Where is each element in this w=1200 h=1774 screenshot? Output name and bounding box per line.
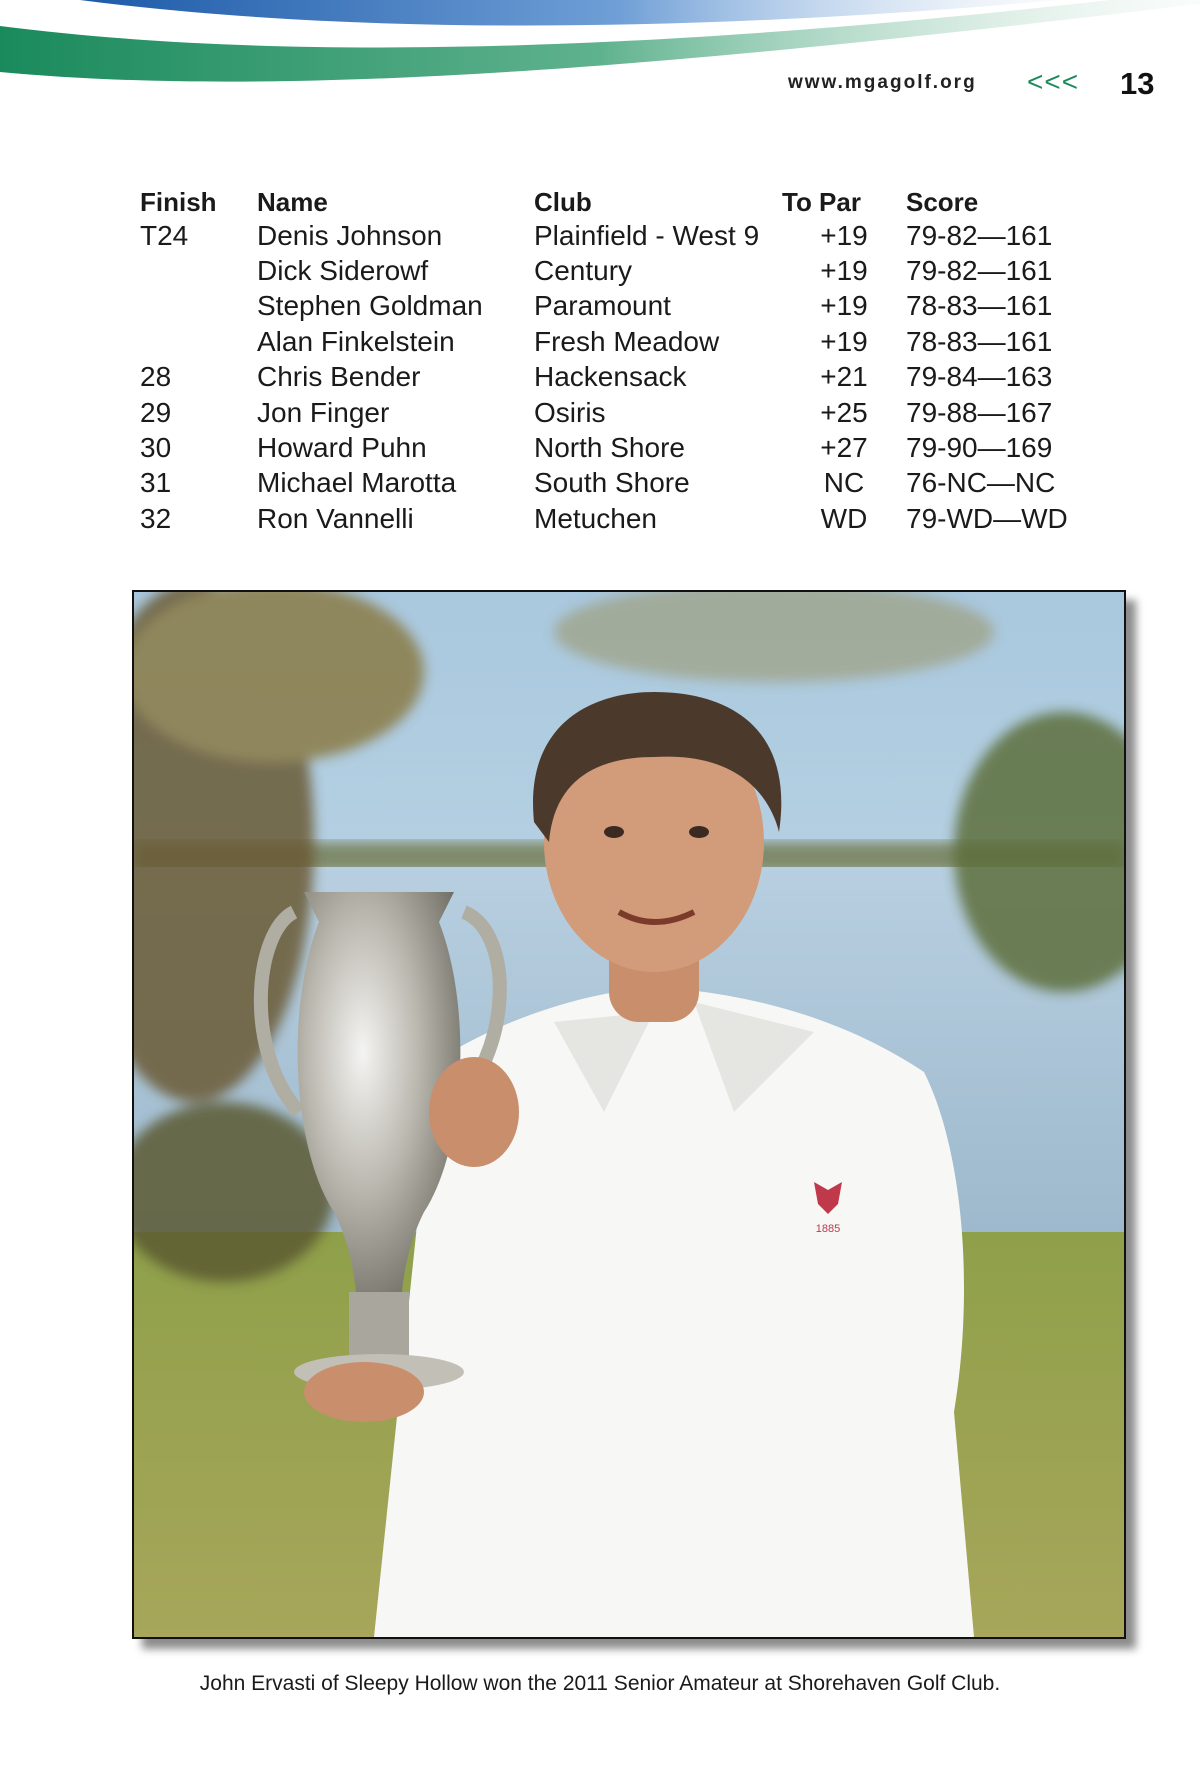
table-row <box>136 395 1106 430</box>
to-par-cell: NC <box>823 467 865 499</box>
club-cell: Osiris <box>534 396 606 428</box>
name-cell: Michael Marotta <box>257 467 457 499</box>
club-cell: Metuchen <box>534 502 657 534</box>
column-header-to-par: To Par <box>782 187 861 217</box>
score-cell: 79-84—163 <box>906 361 1053 393</box>
header-swoosh-graphic <box>0 0 1200 120</box>
shirt-logo-text: 1885 <box>815 1223 841 1235</box>
photo-caption: John Ervasti of Sleepy Hollow won the 2011 Senior Amateur at Shorehaven Golf Club. <box>199 1672 1001 1695</box>
finish-cell: T24 <box>140 219 189 251</box>
finish-cell <box>136 289 257 324</box>
column-header-finish: Finish <box>140 187 217 217</box>
column-header-club: Club <box>534 187 592 217</box>
score-cell: 79-82—161 <box>906 219 1053 251</box>
column-header-score: Score <box>906 187 979 217</box>
name-cell: Chris Bender <box>257 361 421 393</box>
score-cell: 79-90—169 <box>906 432 1053 464</box>
table-row <box>136 289 1106 324</box>
club-cell: Plainfield - West 9 <box>534 219 760 251</box>
to-par-cell: +25 <box>820 396 868 428</box>
club-cell: North Shore <box>534 432 685 464</box>
finish-cell: 31 <box>140 467 172 499</box>
finish-cell <box>136 324 257 359</box>
club-cell: Hackensack <box>534 361 687 393</box>
name-cell: Denis Johnson <box>257 219 443 251</box>
table-row <box>136 466 1106 501</box>
winner-photo-illustration <box>134 592 1124 1637</box>
to-par-cell: +19 <box>820 255 868 287</box>
name-cell: Alan Finkelstein <box>257 325 455 357</box>
results-table <box>136 184 1106 537</box>
club-cell: Fresh Meadow <box>534 325 720 357</box>
score-cell: 78-83—161 <box>906 290 1053 322</box>
finish-cell: 28 <box>140 361 172 393</box>
table-row <box>136 501 1106 536</box>
site-url[interactable]: www.mgagolf.org <box>788 72 977 93</box>
to-par-cell: +19 <box>820 219 868 251</box>
name-cell: Howard Puhn <box>257 432 427 464</box>
name-cell: Stephen Goldman <box>257 290 483 322</box>
table-row <box>136 430 1106 465</box>
name-cell: Dick Siderowf <box>257 255 429 287</box>
column-header-name: Name <box>257 187 328 217</box>
club-cell: South Shore <box>534 467 690 499</box>
name-cell: Jon Finger <box>257 396 390 428</box>
table-row <box>136 253 1106 288</box>
finish-cell <box>136 253 257 288</box>
to-par-cell: WD <box>820 502 868 534</box>
page-number: 13 <box>1120 66 1155 101</box>
table-row <box>136 360 1106 395</box>
to-par-cell: +27 <box>820 432 868 464</box>
club-cell: Century <box>534 255 633 287</box>
club-cell: Paramount <box>534 290 671 322</box>
table-header-row <box>136 184 1106 218</box>
score-cell: 78-83—161 <box>906 325 1053 357</box>
winner-photo <box>132 590 1126 1639</box>
to-par-cell: +21 <box>820 361 868 393</box>
score-cell: 79-WD—WD <box>906 502 1068 534</box>
finish-cell: 32 <box>140 502 172 534</box>
finish-cell: 29 <box>140 396 172 428</box>
table-row <box>136 324 1106 359</box>
score-cell: 76-NC—NC <box>906 467 1056 499</box>
score-cell: 79-82—161 <box>906 255 1053 287</box>
name-cell: Ron Vannelli <box>257 502 414 534</box>
table-row <box>136 218 1106 253</box>
back-arrows-icon: <<< <box>1027 66 1080 97</box>
score-cell: 79-88—167 <box>906 396 1053 428</box>
to-par-cell: +19 <box>820 290 868 322</box>
to-par-cell: +19 <box>820 325 868 357</box>
finish-cell: 30 <box>140 432 172 464</box>
